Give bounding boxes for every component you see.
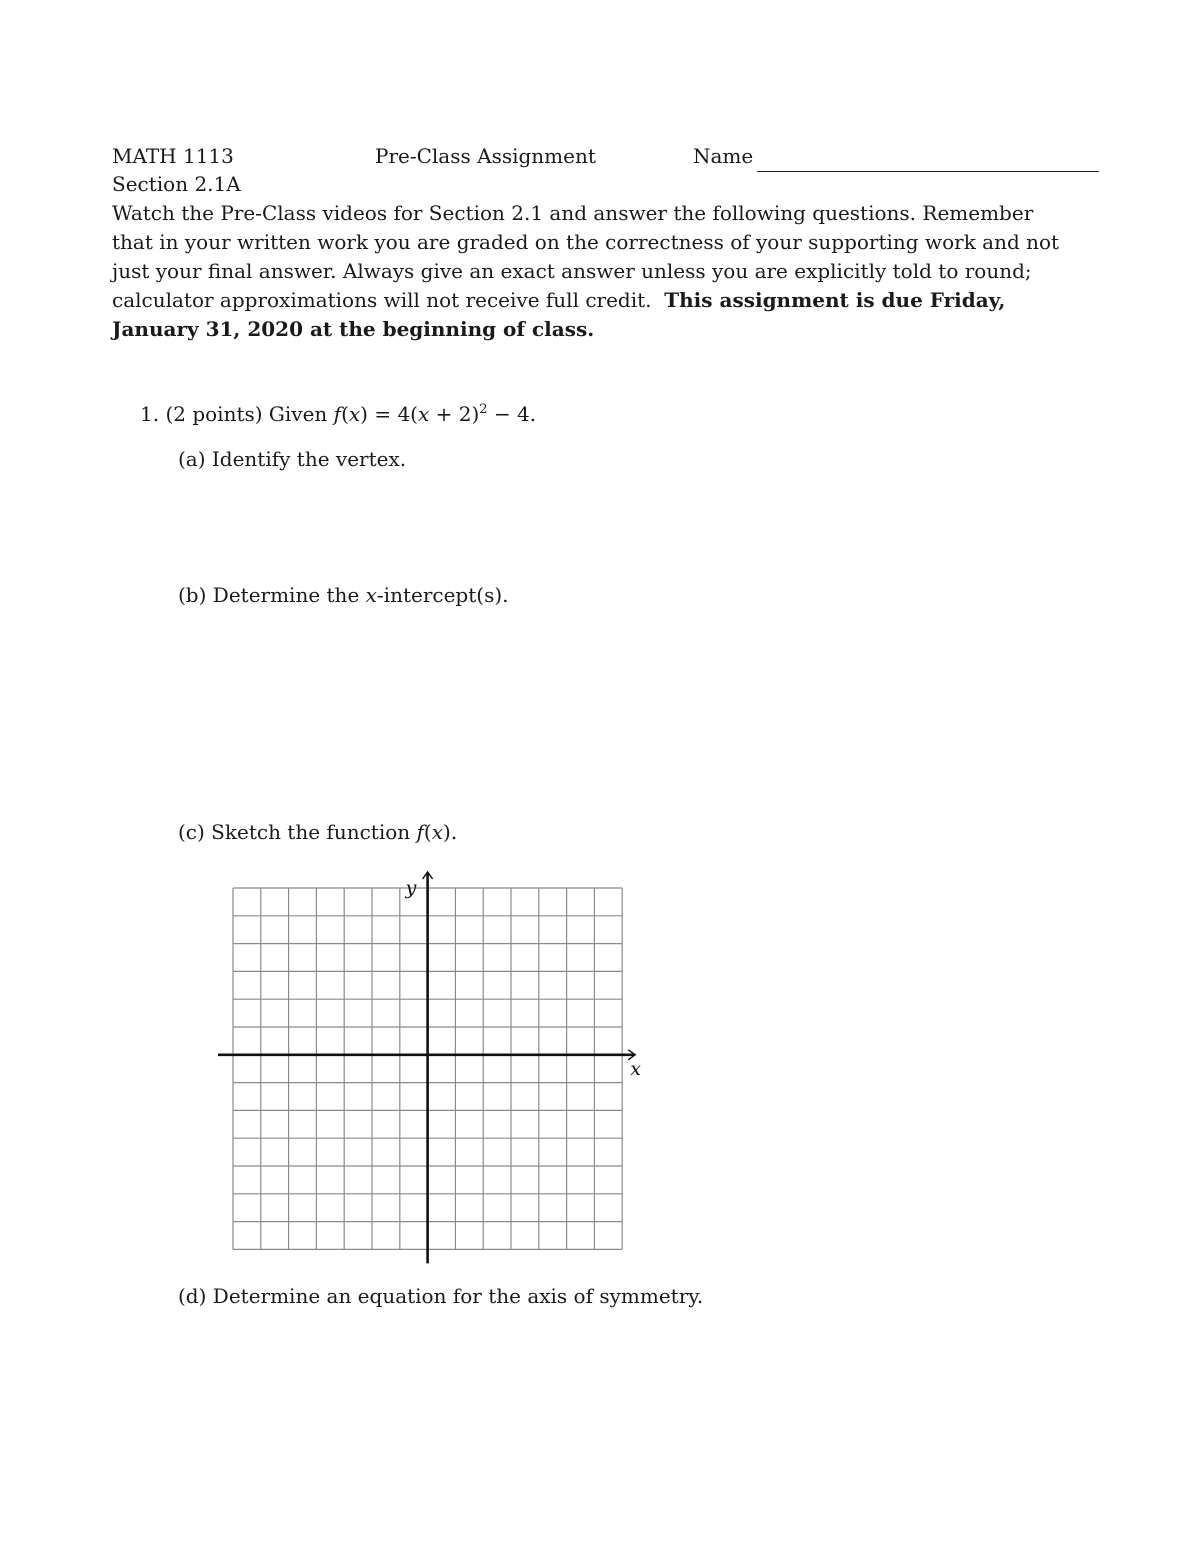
part-text: .: [450, 820, 458, 844]
question-number: 1.: [140, 402, 160, 426]
part-label: (b): [178, 583, 207, 607]
sketch-grid[interactable]: [210, 870, 660, 1270]
x-axis-label: x: [630, 1057, 641, 1080]
part-text: Determine the: [212, 583, 360, 607]
part-text: -intercept(s).: [376, 583, 509, 607]
part-label: (c): [178, 820, 205, 844]
question-1: 1. (2 points) Given $f(x) = 4(x + 2)^2 - 4$.: [140, 402, 537, 426]
part-function: f: [416, 820, 424, 844]
name-field[interactable]: [757, 171, 1099, 172]
part-label: (d): [178, 1284, 207, 1308]
name-label: Name: [693, 144, 754, 168]
question-points: (2 points) Given: [165, 402, 328, 426]
function-name: f: [333, 402, 342, 426]
instructions-line: [112, 286, 1042, 315]
function-expression-part: + 2): [435, 402, 480, 426]
part-variable: x: [365, 583, 377, 607]
function-expression-part: = 4(: [374, 402, 418, 426]
part-text: Sketch the function: [211, 820, 411, 844]
part-text: Determine an equation for the axis of symmetry.: [212, 1284, 704, 1308]
function-exponent: 2: [479, 402, 488, 417]
assignment-title: Pre-Class Assignment: [375, 144, 596, 168]
instructions-line: Watch the Pre-Class videos for Section 2.1 and answer the following questions. Remember: [112, 201, 1034, 225]
due-date-notice-continued: January 31, 2020 at the beginning of class.: [112, 317, 595, 341]
function-variable: x: [348, 402, 361, 426]
function-variable: x: [418, 402, 430, 426]
instructions-line: just your final answer. Always give an exact answer unless you are explicitly told to round;: [112, 259, 1032, 283]
part-variable: x: [431, 820, 443, 844]
instructions-line: that in your written work you are graded on the correctness of your supporting work and not: [112, 230, 1060, 254]
part-d: [178, 1282, 703, 1311]
instructions-paragraph: [112, 199, 1060, 344]
y-axis-label: y: [405, 877, 417, 899]
due-date-notice: This assignment is due Friday,: [664, 288, 1006, 312]
section-label: Section 2.1A: [112, 172, 241, 196]
part-label: (a): [178, 447, 206, 471]
part-text: Identify the vertex.: [211, 447, 407, 471]
course-code: MATH 1113: [112, 144, 234, 168]
instructions-text: calculator approximations will not receive full credit.: [112, 288, 652, 312]
part-c: (c) Sketch the function f(x).: [178, 820, 458, 844]
function-expression-part: − 4.: [493, 402, 537, 426]
part-a: [178, 445, 406, 474]
axes: [218, 872, 635, 1263]
part-b: [178, 581, 509, 610]
